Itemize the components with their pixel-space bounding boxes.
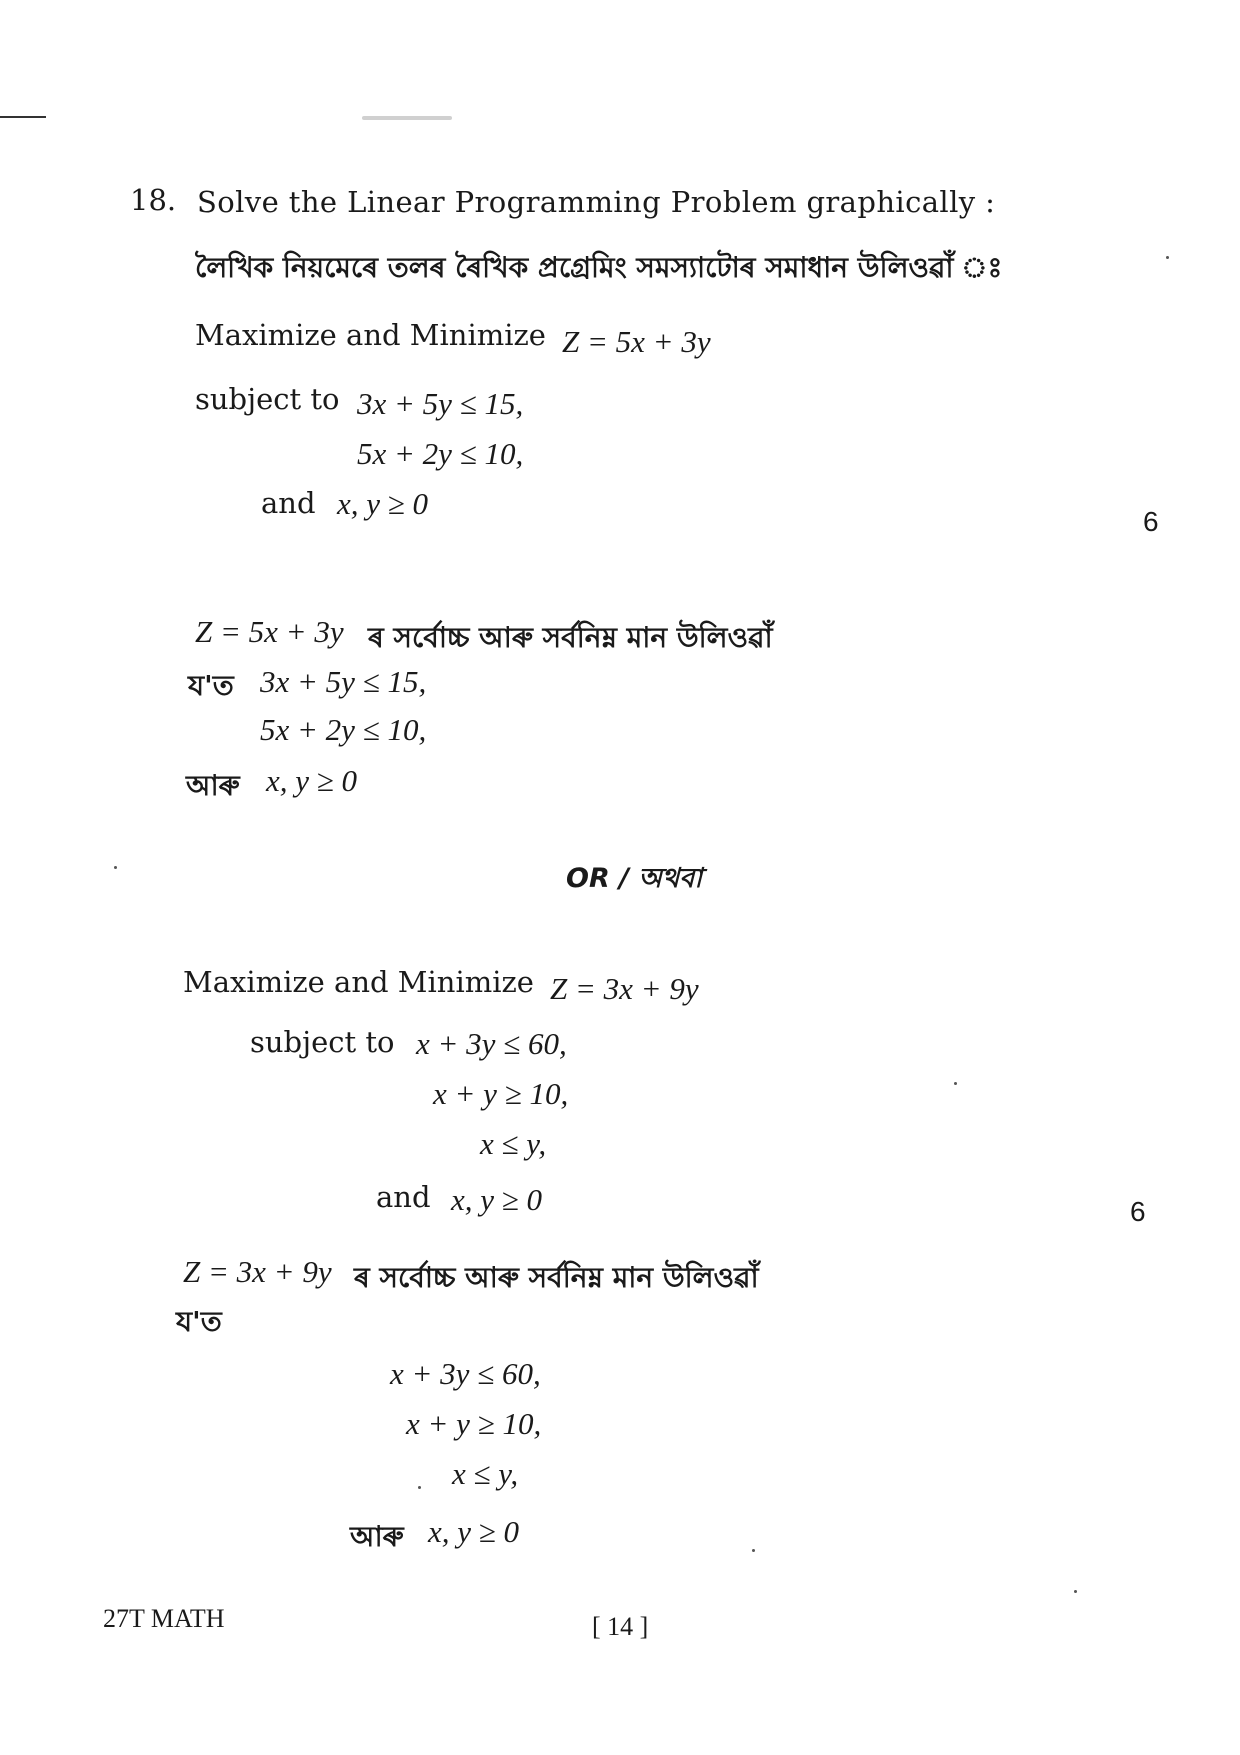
p2-objective-label: Maximize and Minimize (183, 965, 534, 999)
p2-constraint-1: x + 3y ≤ 60, (416, 1026, 567, 1061)
p1-bn-constraint-1: 3x + 5y ≤ 15, (260, 664, 427, 699)
scan-speck (1166, 256, 1169, 259)
p1-bn-objective-text: ৰ সৰ্বোচ্চ আৰু সৰ্বনিম্ন মান উলিওৱাঁ (368, 621, 773, 654)
p1-constraint-1: 3x + 5y ≤ 15, (357, 386, 524, 421)
p2-bn-constraint-1: x + 3y ≤ 60, (390, 1356, 541, 1391)
p1-bn-and-label: আৰু (186, 769, 240, 802)
p1-constraint-2: 5x + 2y ≤ 10, (357, 436, 524, 471)
scan-speck (418, 1486, 421, 1489)
p2-bn-nonneg: x, y ≥ 0 (428, 1514, 520, 1549)
scan-speck (752, 1549, 755, 1552)
p1-nonneg: x, y ≥ 0 (337, 486, 429, 521)
question-title-en: Solve the Linear Programming Problem graphically : (197, 185, 996, 219)
p1-subject-to-label: subject to (195, 382, 340, 416)
margin-line (0, 116, 46, 118)
p2-bn-constraint-3: x ≤ y, (452, 1456, 519, 1491)
scan-speck (954, 1082, 957, 1085)
p2-marks: 6 (1130, 1196, 1146, 1227)
p2-constraint-2: x + y ≥ 10, (433, 1076, 569, 1111)
p2-constraint-3: x ≤ y, (480, 1126, 547, 1161)
p2-subject-to-label: subject to (250, 1025, 395, 1059)
p2-bn-constraint-2: x + y ≥ 10, (406, 1406, 542, 1441)
or-separator: OR / অথবা (566, 863, 703, 894)
p2-objective: Z = 3x + 9y (550, 971, 699, 1006)
p1-bn-nonneg: x, y ≥ 0 (266, 763, 358, 798)
p2-bn-and-label: আৰু (350, 1520, 404, 1553)
footer-code: 27T MATH (103, 1604, 225, 1633)
p2-bn-objective-text: ৰ সৰ্বোচ্চ আৰু সৰ্বনিম্ন মান উলিওৱাঁ (354, 1261, 759, 1294)
footer-page-number: [ 14 ] (592, 1612, 649, 1641)
p2-nonneg: x, y ≥ 0 (451, 1182, 543, 1217)
p1-objective-label: Maximize and Minimize (195, 318, 546, 352)
scan-speck (1074, 1590, 1077, 1593)
scan-smudge (362, 116, 452, 120)
p1-and-label: and (261, 486, 316, 520)
question-title-bn: লৈখিক নিয়মেৰে তলৰ ৰৈখিক প্ৰগ্ৰেমিং সমস্যাটোৰ সমাধান উলিওৱাঁ ঃ (195, 251, 1003, 284)
p1-marks: 6 (1143, 506, 1159, 537)
question-number: 18. (130, 183, 177, 217)
p2-bn-subject-label: য'ত (176, 1305, 222, 1338)
p1-bn-constraint-2: 5x + 2y ≤ 10, (260, 712, 427, 747)
p2-bn-objective: Z = 3x + 9y (183, 1254, 332, 1289)
p2-and-label: and (376, 1180, 431, 1214)
p1-bn-subject-label: য'ত (188, 669, 234, 702)
p1-bn-objective: Z = 5x + 3y (195, 614, 344, 649)
p1-objective: Z = 5x + 3y (562, 324, 711, 359)
scan-speck (114, 866, 117, 869)
